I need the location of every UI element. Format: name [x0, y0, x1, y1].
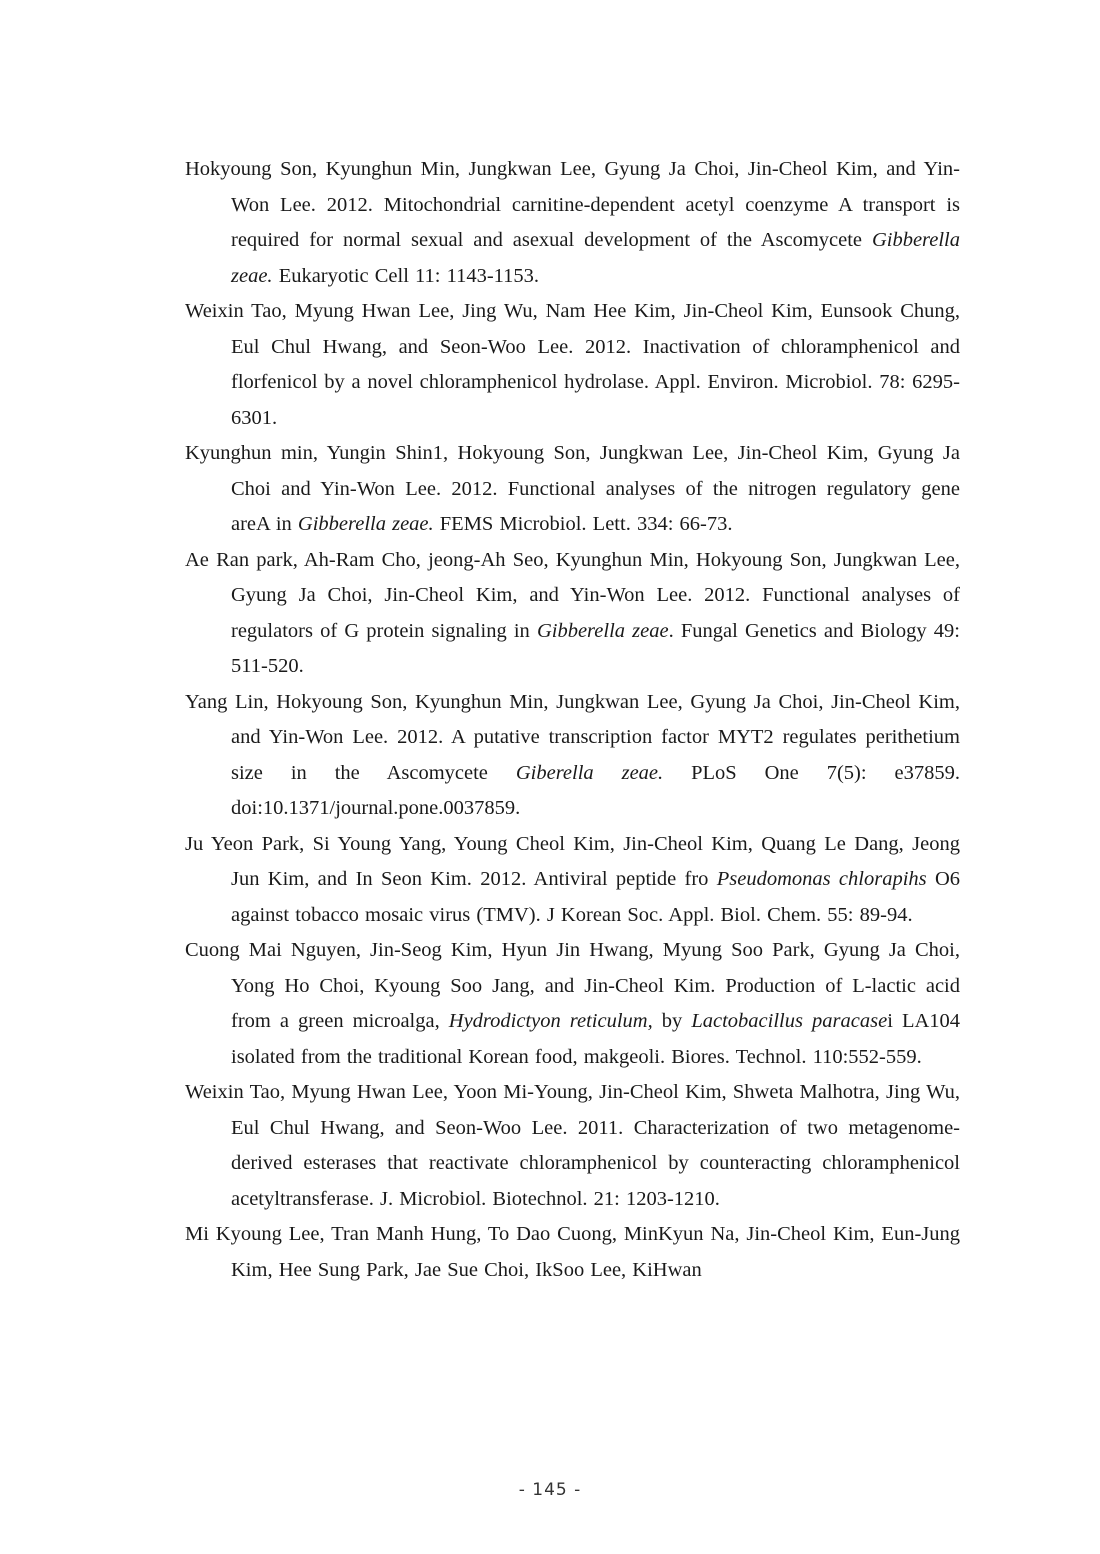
reference-text: Weixin Tao, Myung Hwan Lee, Jing Wu, Nam Hee Kim, Jin-Cheol Kim, Eunsook Chung, Eul Chul Hwang, and Seon-Woo Lee. 2012. Inactivation of chloramphenicol and florfenicol by a novel chloramphenicol hydrolase. Appl. Environ. Microbiol. 78: 6295-6301. — [185, 300, 960, 429]
reference-text: by — [652, 1010, 692, 1032]
reference-entry — [185, 827, 960, 934]
reference-italic-text: Gibberella zeae. — [231, 229, 960, 287]
reference-text: . Fungal Genetics and Biology 49: 511-520. — [231, 619, 961, 677]
reference-entry — [185, 685, 960, 827]
reference-text: Eukaryotic Cell 11: 1143-1153. — [272, 264, 540, 287]
reference-entry — [185, 152, 960, 294]
reference-entry — [185, 933, 960, 1075]
reference-text: Yang Lin, Hokyoung Son, Kyunghun Min, Jungkwan Lee, Gyung Ja Choi, Jin-Cheol Kim, and Yin-Won Lee. 2012. A putative transcription factor MYT2 regulates perithetium size in the Ascomycete — [185, 690, 960, 784]
reference-text: O6 against tobacco mosaic virus (TMV). J Korean Soc. Appl. Biol. Chem. 55: 89-94. — [231, 868, 961, 926]
reference-entry — [185, 1217, 960, 1288]
reference-text: Mi Kyoung Lee, Tran Manh Hung, To Dao Cuong, MinKyun Na, Jin-Cheol Kim, Eun-Jung Kim, Hee Sung Park, Jae Sue Choi, IkSoo Lee, KiHwan — [185, 1223, 960, 1281]
page-number: - 145 - — [518, 1480, 582, 1500]
reference-text: FEMS Microbiol. Lett. 334: 66-73. — [433, 513, 733, 535]
reference-text: Kyunghun min, Yungin Shin1, Hokyoung Son, Jungkwan Lee, Jin-Cheol Kim, Gyung Ja Choi and Yin-Won Lee. 2012. Functional analyses of the nitrogen regulatory gene areA in — [185, 442, 960, 535]
reference-entry — [185, 436, 960, 543]
reference-text: Ae Ran park, Ah-Ram Cho, jeong-Ah Seo, Kyunghun Min, Hokyoung Son, Jungkwan Lee, Gyung Ja Choi, Jin-Cheol Kim, and Yin-Won Lee. 2012. Functional analyses of regulators of G protein signaling in — [185, 548, 960, 642]
reference-text: Weixin Tao, Myung Hwan Lee, Yoon Mi-Young, Jin-Cheol Kim, Shweta Malhotra, Jing Wu, Eul Chul Hwang, and Seon-Woo Lee. 2011. Characterization of two metagenome-derived esterases that reactivate chloramphenicol by counteracting chloramphenicol acetyltransferase. J. Microbiol. Biotechnol. 21: 1203-1210. — [185, 1081, 960, 1210]
reference-entry — [185, 543, 960, 685]
reference-text: Cuong Mai Nguyen, Jin-Seog Kim, Hyun Jin Hwang, Myung Soo Park, Gyung Ja Choi, Yong Ho Choi, Kyoung Soo Jang, and Jin-Cheol Kim. Production of L-lactic acid from a green microalga, — [185, 939, 960, 1032]
reference-italic-text: Gibberella zeae — [536, 619, 669, 642]
reference-text: Ju Yeon Park, Si Young Yang, Young Cheol Kim, Jin-Cheol Kim, Quang Le Dang, Jeong Jun Kim, and In Seon Kim. 2012. Antiviral peptide fro — [185, 832, 960, 890]
reference-italic-text: Giberella zeae. — [515, 761, 664, 784]
reference-italic-text: Gibberella zeae. — [297, 513, 434, 535]
reference-text: Hokyoung Son, Kyunghun Min, Jungkwan Lee, Gyung Ja Choi, Jin-Cheol Kim, and Yin-Won Lee. 2012. Mitochondrial carnitine-dependent acetyl coenzyme A transport is required for normal sexual and asexual development of the Ascomycete — [185, 158, 960, 251]
reference-text: PLoS One 7(5): e37859. doi:10.1371/journal.pone.0037859. — [231, 761, 960, 819]
reference-text: i LA104 isolated from the traditional Korean food, makgeoli. Biores. Technol. 110:552-559. — [231, 1010, 961, 1068]
reference-entry — [185, 1075, 960, 1217]
reference-italic-text: Hydrodictyon reticulum, — [448, 1010, 653, 1032]
reference-entry — [185, 294, 960, 436]
reference-italic-text: Lactobacillus paracase — [691, 1010, 888, 1032]
reference-list — [185, 152, 960, 1288]
reference-italic-text: Pseudomonas chlorapihs — [716, 868, 927, 890]
